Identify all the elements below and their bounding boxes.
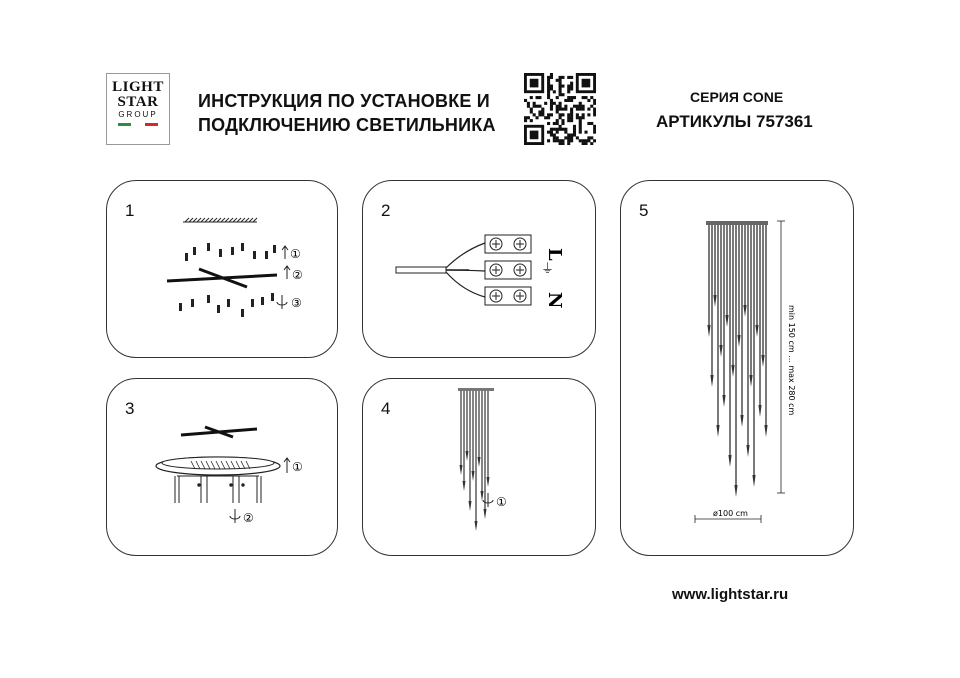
- marker-2: ②: [243, 511, 254, 525]
- logo-flag: [118, 123, 158, 126]
- terminal-neutral: N: [544, 292, 565, 309]
- step-number: 3: [125, 399, 135, 418]
- qr-code: [524, 73, 596, 145]
- terminal-ground: ⏚: [541, 262, 555, 277]
- diameter-label: ø100 cm: [713, 509, 748, 518]
- title-line1: ИНСТРУКЦИЯ ПО УСТАНОВКЕ И: [198, 91, 490, 111]
- step-panel-5: [620, 180, 854, 556]
- marker-3: ③: [291, 296, 302, 310]
- height-label: min 150 cm ... max 280 cm: [787, 305, 796, 416]
- step-panel-2: [362, 180, 596, 358]
- marker-1: ①: [290, 247, 301, 261]
- series-label: СЕРИЯ CONE: [690, 89, 784, 105]
- brand-logo: [106, 73, 170, 145]
- step-number: 4: [381, 399, 391, 418]
- marker-2: ②: [292, 268, 303, 282]
- logo-line2: STAR: [117, 94, 159, 110]
- canopy-mount-diagram: [107, 379, 339, 557]
- step-panel-1: [106, 180, 338, 358]
- logo-line1: LIGHT: [112, 79, 164, 95]
- dimensions-diagram: [621, 181, 855, 557]
- ceiling-mount-diagram: [107, 181, 339, 359]
- title-line2: ПОДКЛЮЧЕНИЮ СВЕТИЛЬНИКА: [198, 115, 496, 135]
- logo-line3: GROUP: [118, 110, 158, 119]
- step-panel-3: [106, 378, 338, 556]
- article-label: АРТИКУЛЫ 757361: [656, 112, 813, 131]
- pendant-assembly-diagram: [363, 379, 597, 557]
- page-title: [198, 89, 496, 137]
- step-number: 1: [125, 201, 135, 220]
- terminal-live: L: [544, 248, 565, 261]
- marker-1: ①: [496, 495, 507, 509]
- step-number: 2: [381, 201, 391, 220]
- wiring-diagram: [363, 181, 597, 359]
- marker-1: ①: [292, 460, 303, 474]
- website-link[interactable]: www.lightstar.ru: [672, 586, 789, 603]
- step-number: 5: [639, 201, 649, 220]
- step-panel-4: [362, 378, 596, 556]
